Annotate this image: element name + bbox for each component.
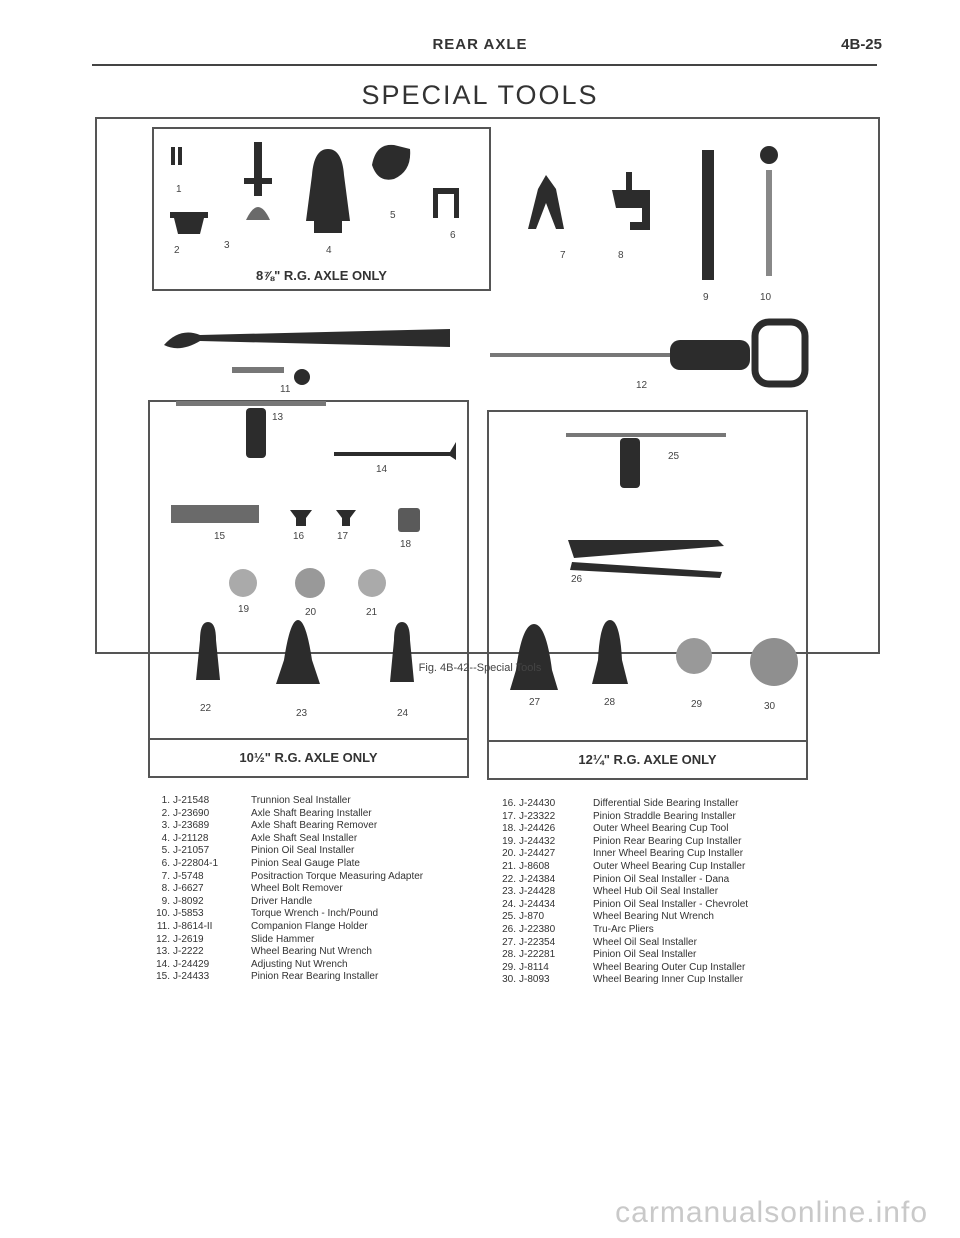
tool-list-item xyxy=(496,861,826,874)
callout-9: 9 xyxy=(703,292,709,303)
tool-list-right xyxy=(496,798,826,987)
tool-16-image xyxy=(290,510,312,526)
callout-1: 1 xyxy=(176,184,182,195)
tool-27-image xyxy=(510,624,558,690)
tool-index: 23. xyxy=(502,886,516,898)
tool-17-image xyxy=(336,510,356,526)
tool-name: Slide Hammer xyxy=(251,933,315,945)
tool-name: Pinion Seal Gauge Plate xyxy=(251,857,360,869)
tool-index: 12. xyxy=(156,933,170,945)
callout-2: 2 xyxy=(174,245,180,256)
tool-list-left xyxy=(150,795,470,984)
tool-list-item xyxy=(150,908,470,921)
tool-part-number: J-8092 xyxy=(173,895,204,907)
tool-name: Inner Wheel Bearing Cup Installer xyxy=(593,848,744,860)
tool-7-image xyxy=(528,175,564,229)
tool-index: 13. xyxy=(156,946,170,958)
tool-name: Adjusting Nut Wrench xyxy=(251,958,348,970)
tool-index: 25. xyxy=(502,911,516,923)
tool-19-image xyxy=(229,569,257,597)
tool-4-image xyxy=(306,149,350,233)
tool-list-item xyxy=(150,921,470,934)
tool-list-item xyxy=(496,924,826,937)
tool-list-item xyxy=(496,911,826,924)
tool-list-item xyxy=(496,848,826,861)
tool-part-number: J-22804-1 xyxy=(173,857,219,869)
tool-part-number: J-23322 xyxy=(519,810,556,822)
tool-1-image xyxy=(171,147,175,165)
tool-index: 15. xyxy=(156,971,170,983)
callout-26: 26 xyxy=(571,574,583,585)
tool-name: Outer Wheel Bearing Cup Tool xyxy=(593,823,729,835)
tool-index: 18. xyxy=(502,823,516,835)
page-number: 4B-25 xyxy=(841,36,882,53)
tool-6-image xyxy=(433,188,459,218)
tool-name: Pinion Oil Seal Installer - Dana xyxy=(593,873,730,885)
running-header-title: REAR AXLE xyxy=(432,36,528,53)
tool-index: 5. xyxy=(161,845,170,857)
tool-26-image xyxy=(568,540,724,578)
callout-10: 10 xyxy=(760,292,772,303)
tool-name: Companion Flange Holder xyxy=(251,920,368,932)
tool-part-number: J-24432 xyxy=(519,835,556,847)
tool-12-image xyxy=(490,353,670,357)
tool-index: 24. xyxy=(502,898,516,910)
tool-part-number: J-24429 xyxy=(173,958,210,970)
tool-index: 20. xyxy=(502,848,516,860)
callout-6: 6 xyxy=(450,230,456,241)
tool-index: 14. xyxy=(156,958,170,970)
callout-14: 14 xyxy=(376,464,388,475)
tool-25-image xyxy=(566,433,726,488)
callout-15: 15 xyxy=(214,531,226,542)
tool-name: Wheel Hub Oil Seal Installer xyxy=(593,886,719,898)
callout-20: 20 xyxy=(305,607,317,618)
tool-name: Wheel Bolt Remover xyxy=(251,883,343,895)
tool-2-image xyxy=(170,212,208,234)
tool-name: Tru-Arc Pliers xyxy=(593,923,654,935)
tool-part-number: J-22380 xyxy=(519,923,556,935)
tool-list-item xyxy=(496,937,826,950)
tool-name: Wheel Bearing Inner Cup Installer xyxy=(593,974,744,986)
tool-list-item xyxy=(150,795,470,808)
tool-index: 17. xyxy=(502,810,516,822)
callout-13: 13 xyxy=(272,412,284,423)
tool-part-number: J-8093 xyxy=(519,974,550,986)
tool-part-number: J-22354 xyxy=(519,936,556,948)
tool-name: Pinion Straddle Bearing Installer xyxy=(593,810,736,822)
callout-3: 3 xyxy=(224,240,230,251)
page-title: SPECIAL TOOLS xyxy=(361,80,599,110)
tool-part-number: J-23689 xyxy=(173,820,210,832)
tool-part-number: J-870 xyxy=(519,911,545,923)
tool-3-image xyxy=(244,142,272,220)
tool-list-item xyxy=(496,949,826,962)
callout-28: 28 xyxy=(604,697,616,708)
tool-name: Axle Shaft Bearing Remover xyxy=(251,820,378,832)
callout-19: 19 xyxy=(238,604,250,615)
tool-list-item xyxy=(496,798,826,811)
tool-list-item xyxy=(496,899,826,912)
tool-part-number: J-24427 xyxy=(519,848,556,860)
tool-part-number: J-24428 xyxy=(519,886,556,898)
tool-23-image xyxy=(276,620,320,684)
tool-name: Wheel Bearing Nut Wrench xyxy=(251,946,372,958)
tool-index: 29. xyxy=(502,961,516,973)
tool-list-item xyxy=(496,874,826,887)
tool-index: 7. xyxy=(161,870,170,882)
panel-caption-8-7-8: 8⅞" R.G. AXLE ONLY xyxy=(256,268,387,283)
tool-index: 8. xyxy=(161,883,170,895)
tool-part-number: J-23690 xyxy=(173,807,210,819)
tool-index: 22. xyxy=(502,873,516,885)
tool-index: 26. xyxy=(502,923,516,935)
tool-list-item xyxy=(150,946,470,959)
tool-name: Outer Wheel Bearing Cup Installer xyxy=(593,860,746,872)
tool-list-item xyxy=(150,833,470,846)
tool-name: Wheel Bearing Nut Wrench xyxy=(593,911,714,923)
tool-index: 19. xyxy=(502,835,516,847)
tool-index: 27. xyxy=(502,936,516,948)
tool-index: 30. xyxy=(502,974,516,986)
tool-part-number: J-2222 xyxy=(173,946,204,958)
tool-8-image xyxy=(612,190,650,230)
tool-5-image xyxy=(372,145,410,180)
tool-part-number: J-22281 xyxy=(519,949,556,961)
callout-24: 24 xyxy=(397,708,409,719)
tool-index: 3. xyxy=(161,820,170,832)
callout-12: 12 xyxy=(636,380,648,391)
tool-name: Pinion Oil Seal Installer xyxy=(251,845,355,857)
tool-index: 28. xyxy=(502,949,516,961)
tool-list-item xyxy=(496,886,826,899)
tool-part-number: J-6627 xyxy=(173,883,204,895)
tool-list-item xyxy=(150,871,470,884)
tool-name: Driver Handle xyxy=(251,895,313,907)
tool-20-image xyxy=(295,568,325,598)
callout-23: 23 xyxy=(296,708,308,719)
callout-4: 4 xyxy=(326,245,332,256)
tool-list-item xyxy=(150,971,470,984)
figure-caption: Fig. 4B-42--Special Tools xyxy=(418,662,542,674)
callout-21: 21 xyxy=(366,607,378,618)
tool-part-number: J-8608 xyxy=(519,860,550,872)
callout-17: 17 xyxy=(337,531,349,542)
tool-part-number: J-21128 xyxy=(173,832,209,844)
tool-15-image xyxy=(171,505,259,523)
tool-list-item xyxy=(150,820,470,833)
tool-10-image xyxy=(766,170,772,276)
tool-name: Pinion Rear Bearing Cup Installer xyxy=(593,835,742,847)
callout-18: 18 xyxy=(400,539,412,550)
tool-list-item xyxy=(496,823,826,836)
tool-name: Pinion Oil Seal Installer xyxy=(593,949,697,961)
tool-name: Axle Shaft Bearing Installer xyxy=(251,807,372,819)
tool-index: 9. xyxy=(161,895,170,907)
tool-index: 6. xyxy=(161,857,170,869)
tool-part-number: J-5748 xyxy=(173,870,204,882)
tool-part-number: J-24426 xyxy=(519,823,556,835)
tool-part-number: J-24433 xyxy=(173,971,210,983)
tool-list-item xyxy=(150,845,470,858)
tool-28-image xyxy=(592,620,628,684)
callout-7: 7 xyxy=(560,250,566,261)
tool-list-item xyxy=(496,811,826,824)
tool-part-number: J-24384 xyxy=(519,873,556,885)
tool-part-number: J-21057 xyxy=(173,845,210,857)
callout-5: 5 xyxy=(390,210,396,221)
tool-index: 10. xyxy=(156,908,170,920)
panel-caption-12-1-4: 12¼" R.G. AXLE ONLY xyxy=(489,740,806,778)
panel-caption-10-1-2: 10½" R.G. AXLE ONLY xyxy=(150,738,467,776)
tool-name: Trunnion Seal Installer xyxy=(251,795,351,806)
callout-16: 16 xyxy=(293,531,305,542)
tool-name: Axle Shaft Seal Installer xyxy=(251,832,358,844)
tool-list-item xyxy=(150,883,470,896)
callout-27: 27 xyxy=(529,697,541,708)
tool-list-item xyxy=(496,974,826,987)
callout-25: 25 xyxy=(668,451,680,462)
tool-part-number: J-24434 xyxy=(519,898,556,910)
tool-part-number: J-5853 xyxy=(173,908,204,920)
tool-list-item xyxy=(496,836,826,849)
tool-name: Differential Side Bearing Installer xyxy=(593,798,739,809)
callout-29: 29 xyxy=(691,699,703,710)
watermark: carmanualsonline.info xyxy=(615,1196,928,1229)
tool-list-item xyxy=(496,962,826,975)
tool-part-number: J-2619 xyxy=(173,933,204,945)
tool-part-number: J-8614-II xyxy=(173,920,213,932)
callout-30: 30 xyxy=(764,701,776,712)
tool-name: Pinion Oil Seal Installer - Chevrolet xyxy=(593,898,749,910)
tool-part-number: J-21548 xyxy=(173,795,210,806)
tool-index: 4. xyxy=(161,832,170,844)
tool-13-image xyxy=(176,401,326,458)
callout-22: 22 xyxy=(200,703,212,714)
callout-8: 8 xyxy=(618,250,624,261)
tool-list-item xyxy=(150,896,470,909)
tool-list-item xyxy=(150,858,470,871)
tool-21-image xyxy=(358,569,386,597)
tool-part-number: J-8114 xyxy=(519,961,549,973)
tool-name: Torque Wrench - Inch/Pound xyxy=(251,908,379,920)
tool-index: 2. xyxy=(161,807,170,819)
tool-index: 16. xyxy=(502,798,516,809)
tool-14-image xyxy=(334,442,456,460)
tool-index: 21. xyxy=(502,860,516,872)
tool-name: Positraction Torque Measuring Adapter xyxy=(251,870,424,882)
tool-9-image xyxy=(702,150,714,280)
tool-name: Wheel Oil Seal Installer xyxy=(593,936,697,948)
tool-name: Pinion Rear Bearing Installer xyxy=(251,971,379,983)
tool-name: Wheel Bearing Outer Cup Installer xyxy=(593,961,746,973)
tool-part-number: J-24430 xyxy=(519,798,556,809)
tool-list-item xyxy=(150,959,470,972)
tool-list-item xyxy=(150,808,470,821)
tool-11-image xyxy=(164,329,450,348)
tool-list-item xyxy=(150,934,470,947)
tool-index: 11. xyxy=(156,920,170,932)
tool-index: 1. xyxy=(161,795,170,806)
callout-11: 11 xyxy=(280,384,291,395)
tool-18-image xyxy=(398,508,420,532)
